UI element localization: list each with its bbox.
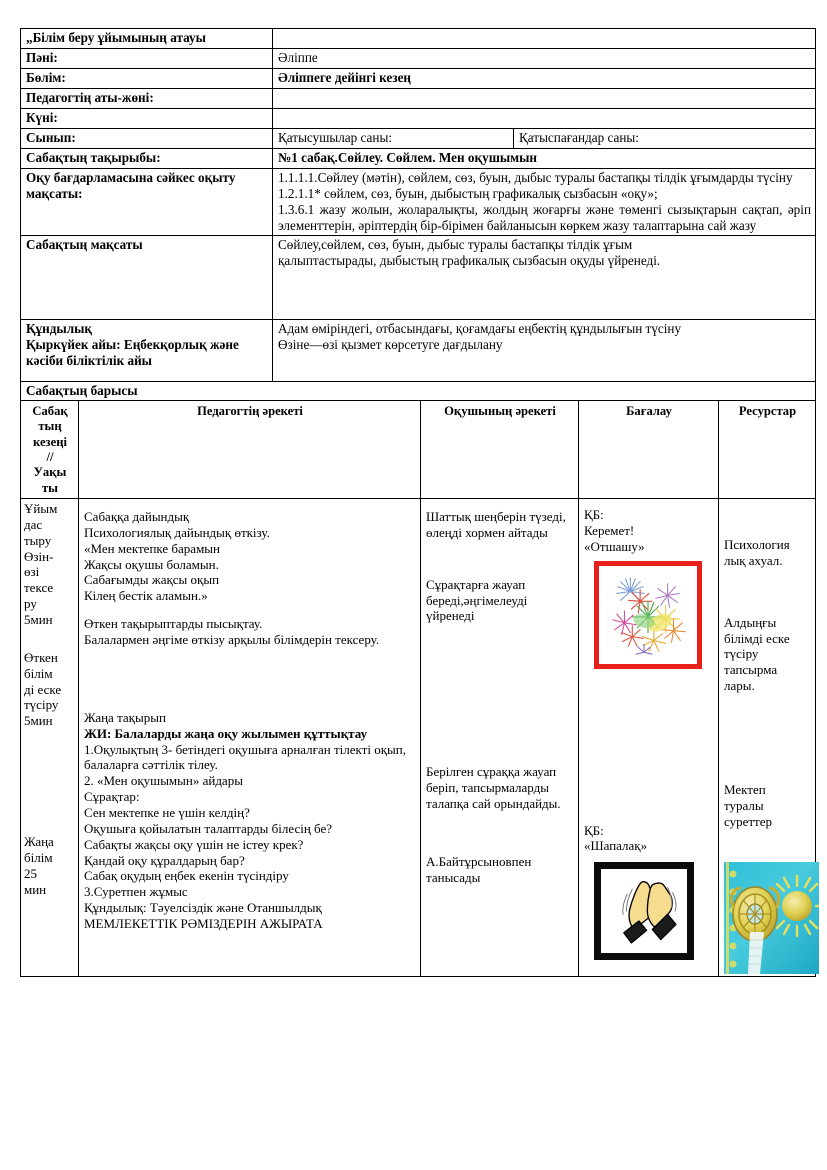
teacher-line: Сұрақтар: [84, 789, 140, 805]
stage-header-line: // [46, 449, 54, 464]
table-row [21, 69, 816, 89]
teacher-line: Құндылық: Тәуелсіздік және Отаншылдық [84, 900, 322, 916]
spacer [84, 648, 416, 710]
objective-item: 1.1.1.1.Сөйлеу (мәтін), сөйлем, сөз, буын, дыбыс туралы бастапқы тілдік ұғымдарды түсіну [278, 170, 793, 185]
resource-block-2 [724, 615, 811, 694]
spacer [426, 541, 574, 577]
curriculum-objectives-label: Оқу бағдарламасына сәйкес оқыту мақсаты: [21, 169, 273, 236]
kazakhstan-emblem-flag-image [724, 862, 819, 974]
present-count-label[interactable]: Қатысушылар саны: [273, 129, 514, 149]
stage-line: Өткен [24, 649, 58, 665]
table-row [21, 149, 816, 169]
value-topic-value [273, 319, 816, 381]
course-body-row [21, 499, 816, 977]
value-line: Адам өміріндегі, отбасындағы, қоғамдағы еңбектің құндылығын түсіну [278, 320, 682, 336]
fireworks-icon [599, 566, 697, 664]
stage-line: 5мин [24, 713, 53, 729]
teacher-line: Қандай оқу құралдарың бар? [84, 852, 245, 868]
teacher-line: Жақсы оқушы боламын. [84, 556, 219, 572]
lesson-goal-line: қалыптастырады, дыбыстың графикалық сызбасын оқуды үйренеді. [278, 252, 661, 268]
clapping-hands-image [594, 862, 694, 960]
stage-line: Ұйым [24, 501, 58, 516]
spacer [84, 501, 416, 509]
column-header-assessment: Бағалау [579, 400, 719, 498]
table-row [21, 169, 816, 236]
teacher-line: Оқушыға қойылатын талаптарды білесің бе? [84, 820, 333, 836]
spacer [426, 501, 574, 509]
document-page [20, 28, 815, 977]
assessment-line: ҚБ: [584, 822, 604, 838]
student-block-1: Шаттық шеңберін түзеді, өлеңді хормен айтады [426, 509, 566, 540]
stage-block-3 [24, 834, 76, 897]
lesson-topic-value[interactable]: №1 сабақ.Сөйлеу. Сөйлем. Мен оқушымын [273, 149, 816, 169]
lesson-goal-label: Сабақтың мақсаты [21, 235, 273, 319]
spacer [24, 729, 76, 834]
value-label-line: Құндылық [26, 320, 93, 336]
stage-block-2 [24, 650, 76, 729]
teacher-line: Сен мектепке не үшін келдің? [84, 805, 250, 821]
resource-line: білімді еске [724, 630, 790, 646]
student-block-4: А.Байтұрсыновпен танысады [426, 853, 532, 885]
stage-line: ру [24, 596, 37, 612]
section-value[interactable]: Әліппеге дейінгі кезең [273, 69, 816, 89]
org-name-value[interactable] [273, 29, 816, 49]
table-row [21, 29, 816, 49]
teacher-action-cell [79, 499, 421, 977]
resource-line: Алдыңғы [724, 614, 777, 630]
stage-header-line: тың [38, 419, 62, 434]
spacer [24, 628, 76, 650]
student-block-3: Берілген сұраққа жауап беріп, тапсырмаларды талапқа сай орындайды. [426, 764, 561, 812]
value-line: Өзіне—өзі қызмет көрсетуге дағдылану [278, 336, 503, 352]
teacher-line: Жаңа тақырып [84, 709, 166, 725]
table-row [21, 319, 816, 381]
teacher-name-label: Педагогтің аты-жөні: [21, 89, 273, 109]
stage-line: 5мин [24, 612, 53, 628]
stage-header-line: кезеңі [33, 434, 67, 449]
stage-line: Өзін- [24, 548, 54, 564]
student-action-cell [421, 499, 579, 977]
resource-line: лық ахуал. [724, 552, 783, 568]
objective-item: 1.3.6.1 жазу жолын, жоларалықты, жолдың жоғарғы және төменгі сызықтарын сақтап, әріп элементтерін, әріптердің бір-бірімен байланысын көркем жазу талаптарына сай жазу [278, 201, 811, 233]
lesson-topic-label: Сабақтың тақырыбы: [21, 149, 273, 169]
kazakhstan-flag-icon [724, 862, 819, 974]
stage-block-1 [24, 501, 76, 628]
value-topic-label [21, 319, 273, 381]
spacer [724, 501, 811, 537]
table-row [21, 89, 816, 109]
stage-header-line: ты [41, 480, 59, 495]
resource-line: лары. [724, 678, 755, 694]
curriculum-objectives-value [273, 169, 816, 236]
lesson-goal-line: Сөйлеу,сөйлем, сөз, буын, дыбыс туралы бастапқы тілдік ұғым [278, 236, 633, 252]
assessment-block-2 [584, 823, 714, 855]
table-row [21, 235, 816, 319]
teacher-line: Сабақ оқудың еңбек екенін түсіндіру [84, 868, 289, 884]
stage-line: ді еске [24, 681, 62, 697]
column-header-teacher-action: Педагогтің әрекеті [79, 400, 421, 498]
stage-line: түсіру [24, 697, 59, 713]
teacher-line: Балалармен әңгіме өткізу арқылы білімдерін тексеру. [84, 632, 380, 648]
stage-cell [21, 499, 79, 977]
resource-line: суреттер [724, 813, 773, 829]
resource-line: түсіру [724, 646, 759, 662]
teacher-line-bold: ЖИ: Балаларды жаңа оқу жылымен құттықтау [84, 725, 368, 741]
teacher-group-2 [84, 616, 416, 648]
date-value[interactable] [273, 109, 816, 129]
clapping-hands-icon [601, 869, 687, 953]
teacher-line: 1.Оқулықтың 3- бетіндегі оқушыға арналған тілекті оқып, балаларға сәттілік тілеу. [84, 741, 406, 773]
stage-line: тыру [24, 532, 52, 548]
spacer [724, 694, 811, 782]
assessment-line: «Шапалақ» [584, 838, 648, 854]
teacher-line: 2. «Мен оқушымын» айдары [84, 773, 243, 789]
stage-line: білім [24, 665, 53, 681]
section-label: Бөлім: [21, 69, 273, 89]
stage-line: дас [24, 516, 43, 532]
stage-header-line: Сабақ [32, 403, 68, 418]
assessment-line: «Отшашу» [584, 538, 645, 554]
stage-line: 25 [24, 865, 37, 881]
table-row [21, 109, 816, 129]
table-row [21, 129, 816, 149]
teacher-line: МЕМЛЕКЕТТІК РӘМІЗДЕРІН АЖЫРАТА [84, 916, 323, 932]
assessment-cell [579, 499, 719, 977]
org-name-label: „Білім беру ұйымының атауы [21, 29, 273, 49]
class-label: Сынып: [21, 129, 273, 149]
column-header-stage [21, 400, 79, 498]
absent-count-label[interactable]: Қатыспағандар саны: [514, 129, 816, 149]
stage-line: білім [24, 850, 53, 866]
stage-line: Жаңа [24, 834, 54, 850]
teacher-line: Сабағымды жақсы оқып [84, 572, 220, 588]
resource-line: туралы [724, 797, 764, 813]
resources-cell [719, 499, 816, 977]
lesson-header-table [20, 28, 816, 401]
stage-line: тексе [24, 580, 54, 596]
teacher-group-3 [84, 710, 416, 932]
stage-line: мин [24, 881, 47, 897]
teacher-line: 3.Суретпен жұмыс [84, 884, 188, 900]
assessment-line: Керемет! [584, 522, 635, 538]
objective-item: 1.2.1.1* сөйлем, сөз, буын, дыбыстың графикалық сызбасын «оқу»; [278, 185, 658, 201]
teacher-line: Сабаққа дайындық [84, 509, 190, 524]
spacer [426, 624, 574, 764]
resource-block-3 [724, 782, 811, 830]
teacher-line: Психологиялық дайындық өткізу. [84, 524, 270, 540]
lesson-course-table [20, 400, 816, 977]
assessment-line: ҚБ: [584, 507, 604, 522]
spacer [584, 669, 714, 823]
teacher-group-1 [84, 509, 416, 604]
resource-line: тапсырма [724, 662, 778, 678]
subject-label: Пәні: [21, 49, 273, 69]
teacher-line: Сабақты жақсы оқу үшін не істеу крек? [84, 836, 304, 852]
teacher-line: Өткен тақырыптарды пысықтау. [84, 616, 263, 632]
table-row [21, 381, 816, 400]
resource-line: Психология [724, 537, 790, 552]
course-header-row [21, 400, 816, 498]
table-row [21, 49, 816, 69]
value-label-line: Қыркүйек айы: Еңбекқорлық және кәсіби біліктілік айы [26, 336, 239, 368]
fireworks-image [594, 561, 702, 669]
column-header-student-action: Оқушының әрекеті [421, 400, 579, 498]
subject-value[interactable]: Әліппе [273, 49, 816, 69]
teacher-line: Кілең бестік аламын.» [84, 588, 208, 604]
lesson-goal-value [273, 235, 816, 319]
spacer [426, 812, 574, 854]
teacher-name-value[interactable] [273, 89, 816, 109]
column-header-resources: Ресурстар [719, 400, 816, 498]
date-label: Күні: [21, 109, 273, 129]
course-of-lesson-title: Сабақтың барысы [21, 381, 816, 400]
resource-block-1 [724, 537, 811, 569]
assessment-block-1 [584, 507, 714, 555]
stage-header-line: Уақы [33, 465, 67, 480]
resource-line: Мектеп [724, 782, 766, 798]
spacer [724, 830, 811, 852]
teacher-line: «Мен мектепке барамын [84, 540, 220, 556]
student-block-2: Сұрақтарға жауап береді,әңгімелеуді үйренеді [426, 576, 528, 624]
spacer [84, 604, 416, 616]
spacer [724, 569, 811, 615]
stage-line: өзі [24, 564, 40, 580]
